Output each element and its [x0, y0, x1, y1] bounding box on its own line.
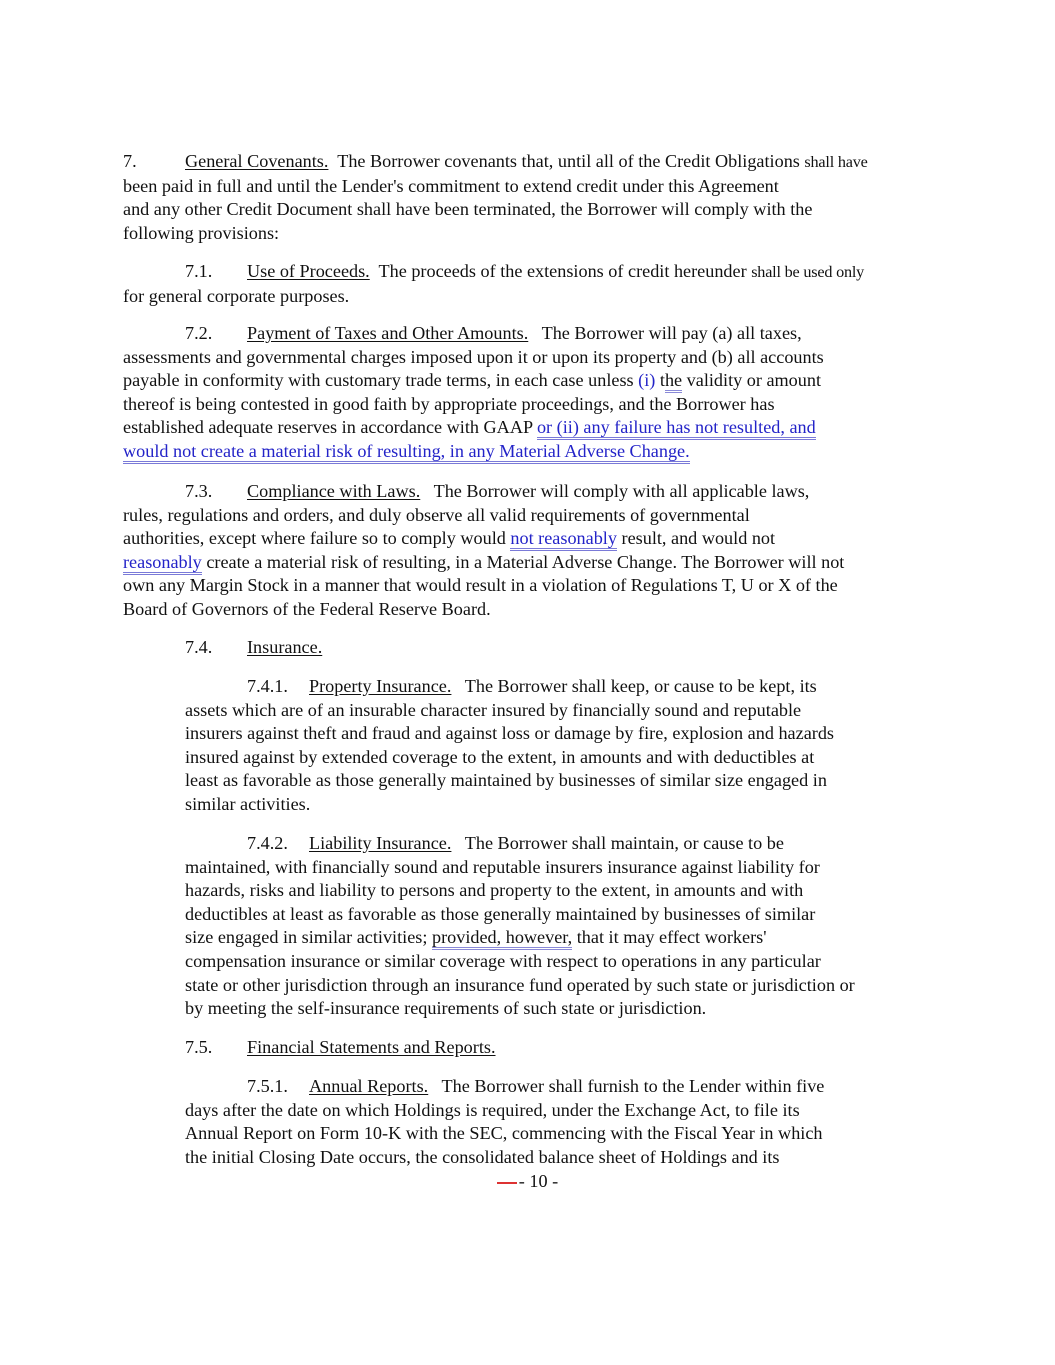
section-number: 7.4. — [185, 637, 213, 657]
section-heading: General Covenants. — [185, 151, 329, 171]
section-heading: Liability Insurance. — [309, 833, 452, 853]
section-number: 7.4.2. — [247, 833, 288, 853]
inserted-text: would not create a material risk of resulting, in any Material Adverse Change. — [123, 441, 690, 464]
inserted-text: (i) — [638, 370, 656, 391]
section-heading: Financial Statements and Reports. — [247, 1037, 496, 1057]
inserted-text: reasonably — [123, 552, 202, 575]
section-7-5-1-annual-reports: 7.5.1. Annual Reports. The Borrower shall furnish to the Lender within five days after the date on which Holdings is required, under the Exchange Act, to file its Annual Report on Form 10-K with the SEC, commencing with the Fiscal Year in which the initial Closing Date occurs, the consolidated balance sheet of Holdings and its — [185, 1076, 825, 1167]
section-7-4-1-property-insurance: 7.4.1. Property Insurance. The Borrower shall keep, or cause to be kept, its assets which are of an insurable character insured by financially sound and reputable insurers against theft and fraud and against loss or damage by fire, explosion and hazards insured against by extended coverage to the extent, in amounts and with deductibles at least as favorable as those generally maintained by businesses of similar size engaged in similar activities. — [185, 676, 834, 814]
section-number: 7. — [123, 151, 137, 171]
section-number: 7.3. — [185, 481, 213, 501]
section-heading: Compliance with Laws. — [247, 481, 421, 501]
section-heading: Annual Reports. — [309, 1076, 429, 1096]
page-number: - 10 - — [518, 1171, 559, 1191]
inserted-text: or (ii) any failure has not resulted, and — [537, 417, 816, 440]
revised-text: provided, however, — [432, 927, 572, 950]
section-7-2-payment-of-taxes: 7.2. Payment of Taxes and Other Amounts. The Borrower will pay (a) all taxes, assessments and governmental charges imposed upon it or upon its property and (b) all accounts payable in conformity with customary trade terms, in each case unless (i) the validity or amount thereof is being contested in good faith by appropriate proceedings, and the Borrower has established adequate reserves in accordance with GAAP or (ii) any failure has not resulted, and would not create a material risk of resulting, in any Material Adverse Change. — [123, 322, 935, 464]
section-heading: Payment of Taxes and Other Amounts. — [247, 323, 529, 343]
section-7-5-financial-statements — [123, 1036, 935, 1060]
section-7-4-2-liability-insurance: 7.4.2. Liability Insurance. The Borrower shall maintain, or cause to be maintained, with financially sound and reputable insurers insurance against liability for hazards, risks and liability to persons and property to the extent, in amounts and with deductibles at least as favorable as those generally maintained by businesses of similar size engaged in similar activities; provided, however, that it may effect workers' compensation insurance or similar coverage with respect to operations in any particular state or other jurisdiction through an insurance fund operated by such state or jurisdiction or by meeting the self-insurance requirements of such state or jurisdiction. — [185, 833, 855, 1019]
section-number: 7.5.1. — [247, 1076, 288, 1096]
deletion-mark — [497, 1182, 517, 1184]
section-7-3-compliance-with-laws: 7.3. Compliance with Laws. The Borrower will comply with all applicable laws, rules, regulations and orders, and duly observe all valid requirements of governmental authorities, except where failure so to comply would not reasonably result, and would not reasonably create a material risk of resulting, in a Material Adverse Change. The Borrower will not own any Margin Stock in a manner that would result in a violation of Regulations T, U or X of the Board of Governors of the Federal Reserve Board. — [123, 481, 845, 619]
section-heading: Use of Proceeds. — [247, 261, 370, 281]
inserted-text: he — [665, 370, 682, 393]
section-7-1-use-of-proceeds: 7.1. Use of Proceeds. The proceeds of the extensions of credit hereunder shall be used only for general corporate purposes. — [123, 261, 865, 306]
inserted-text: not reasonably — [510, 528, 617, 551]
section-heading: Property Insurance. — [309, 676, 452, 696]
section-heading: Insurance. — [247, 637, 323, 657]
section-number: 7.4.1. — [247, 676, 288, 696]
section-7-general-covenants: 7. General Covenants. The Borrower covenants that, until all of the Credit Obligations shall have been paid in full and until the Lender's commitment to extend credit under this Agreement and any other Credit Document shall have been terminated, the Borrower will comply with the following provisions: — [123, 151, 868, 243]
section-number: 7.1. — [185, 261, 213, 281]
section-number: 7.5. — [185, 1037, 213, 1057]
page-footer — [0, 1170, 1055, 1192]
section-number: 7.2. — [185, 323, 213, 343]
section-7-4-insurance — [123, 636, 935, 660]
